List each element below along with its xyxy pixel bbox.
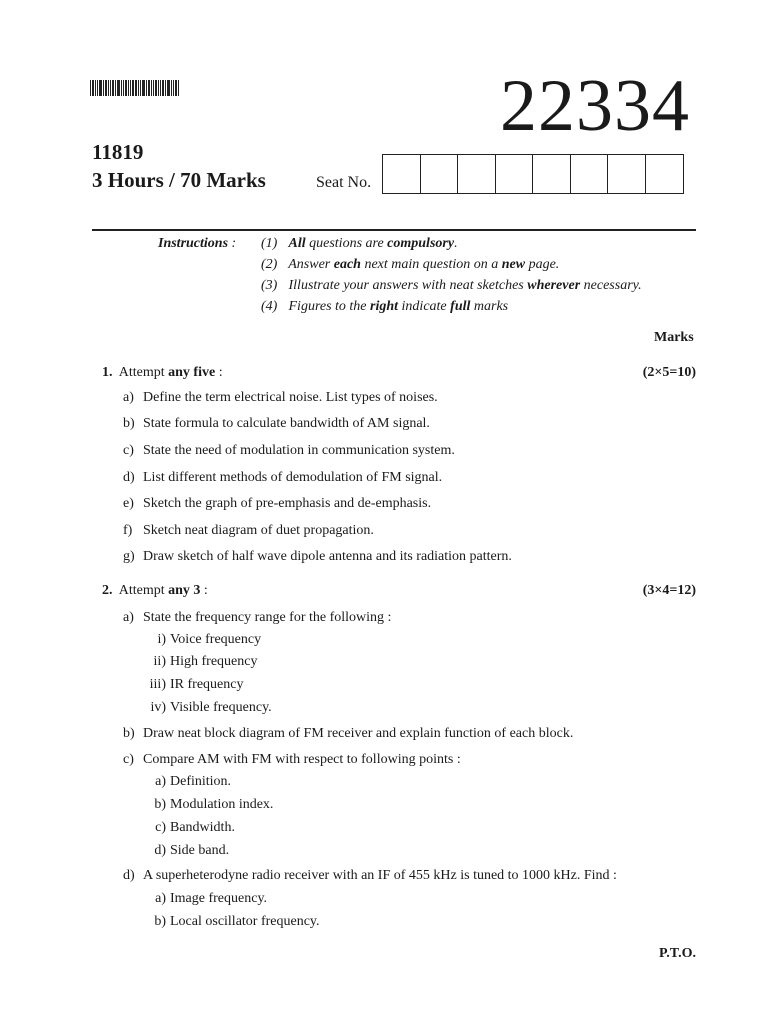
q1-item: g) Draw sketch of half wave dipole antenna and its radiation pattern. — [123, 549, 512, 564]
q1-item: a) Define the term electrical noise. List types of noises. — [123, 390, 438, 405]
seat-number-boxes[interactable] — [382, 154, 684, 194]
q2-subitem: i) Voice frequency — [157, 632, 262, 647]
q2-subitem: b) Local oscillator frequency. — [154, 914, 320, 929]
instruction-number: (4) — [261, 299, 278, 314]
instructions-title: Instructions : — [158, 236, 237, 251]
q1-item: c) State the need of modulation in communication system. — [123, 443, 455, 458]
q2-subitem: d) Side band. — [154, 843, 230, 858]
q2-subitem: b) Modulation index. — [154, 797, 274, 812]
q1-item: d) List different methods of demodulation of FM signal. — [123, 470, 443, 485]
seat-box[interactable] — [421, 155, 459, 193]
q1-item: b) State formula to calculate bandwidth of AM signal. — [123, 416, 430, 431]
q2-subitem: iv) Visible frequency. — [150, 700, 272, 715]
seat-box[interactable] — [458, 155, 496, 193]
instruction-number: (2) — [261, 257, 278, 272]
marks-heading: Marks — [654, 330, 694, 345]
q2-subitem: a) Definition. — [155, 774, 232, 789]
instruction-item: (3) Illustrate your answers with neat sketches wherever necessary. — [261, 278, 642, 293]
page-turn-over: P.T.O. — [659, 946, 696, 961]
instruction-item: (2) Answer each next main question on a new page. — [261, 257, 560, 272]
seat-number-label: Seat No. — [316, 174, 372, 191]
q2-subitem: c) Bandwidth. — [155, 820, 235, 835]
subject-code: 22334 — [500, 65, 690, 147]
seat-box[interactable] — [608, 155, 646, 193]
q2-subitem: a) Image frequency. — [155, 891, 268, 906]
q2-item: d) A superheterodyne radio receiver with an IF of 455 kHz is tuned to 1000 kHz. Find : — [123, 868, 617, 883]
divider — [92, 229, 696, 231]
question-2-marks: (3×4=12) — [642, 583, 696, 598]
paper-number: 11819 — [92, 140, 144, 164]
seat-box[interactable] — [571, 155, 609, 193]
instruction-item: (1) All questions are compulsory. — [261, 236, 458, 251]
q2-item: b) Draw neat block diagram of FM receiver and explain function of each block. — [123, 726, 574, 741]
seat-box[interactable] — [383, 155, 421, 193]
instruction-number: (1) — [261, 236, 278, 251]
instruction-number: (3) — [261, 278, 278, 293]
q2-subitem: ii) High frequency — [153, 654, 258, 669]
question-2: 2. Attempt any 3 : — [102, 583, 208, 598]
seat-box[interactable] — [533, 155, 571, 193]
instruction-item: (4) Figures to the right indicate full marks — [261, 299, 509, 314]
barcode — [90, 80, 188, 96]
question-1-marks: (2×5=10) — [642, 365, 696, 380]
duration-marks: 3 Hours / 70 Marks — [92, 168, 266, 192]
question-1: 1. Attempt any five : — [102, 365, 223, 380]
q2-item: c) Compare AM with FM with respect to following points : — [123, 752, 461, 767]
q2-subitem: iii) IR frequency — [149, 677, 244, 692]
seat-box[interactable] — [496, 155, 534, 193]
q2-item: a) State the frequency range for the following : — [123, 610, 392, 625]
q1-item: f) Sketch neat diagram of duet propagation. — [123, 523, 374, 538]
q1-item: e) Sketch the graph of pre-emphasis and de-emphasis. — [123, 496, 432, 511]
seat-box[interactable] — [646, 155, 684, 193]
